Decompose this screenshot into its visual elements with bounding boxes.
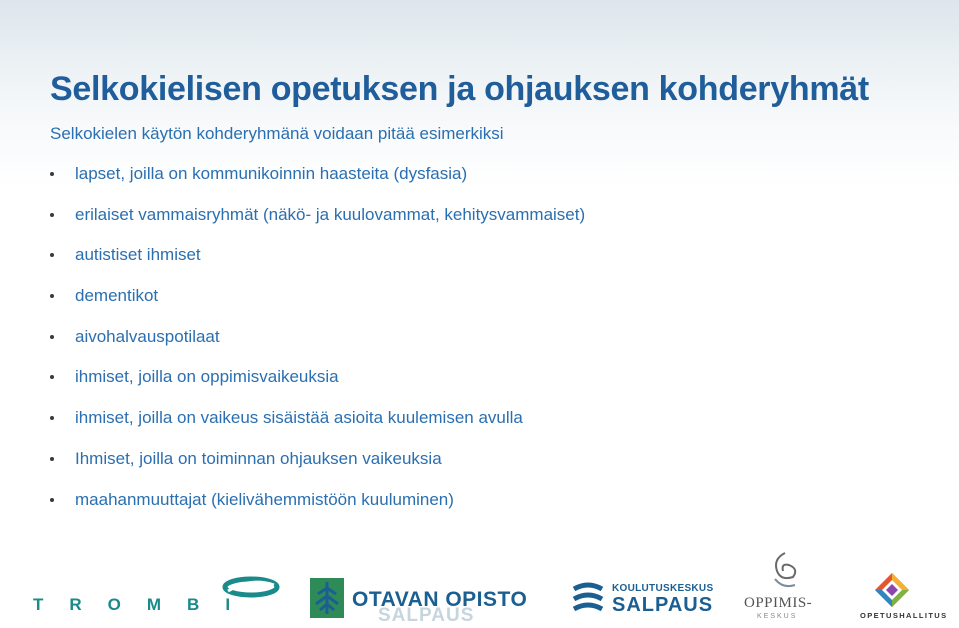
- otava-tree-icon: [310, 578, 344, 618]
- slide-intro: Selkokielen käytön kohderyhmänä voidaan pitää esimerkiksi: [50, 124, 504, 143]
- salpaus-mark-icon: [570, 581, 606, 617]
- opetushallitus-diamond-icon: [875, 573, 909, 607]
- list-item: [50, 204, 585, 245]
- list-item: [50, 244, 585, 285]
- list-item-text: autistiset ihmiset: [75, 245, 201, 265]
- bullet-icon: [50, 498, 54, 502]
- list-item: [50, 448, 585, 489]
- bullet-icon: [50, 253, 54, 257]
- list-item-text: lapset, joilla on kommunikoinnin haasteita (dysfasia): [75, 164, 468, 183]
- bullet-icon: [50, 294, 54, 298]
- list-item-text: aivohalvauspotilaat: [75, 326, 220, 346]
- list-item-text: dementikot: [75, 286, 159, 306]
- trombi-swoosh-icon: [222, 575, 280, 599]
- opetushallitus-logo-text: OPETUSHALLITUS: [860, 611, 948, 620]
- otava-logo-text: OTAVAN OPISTO: [352, 588, 528, 611]
- list-item: [50, 285, 585, 326]
- salpaus-watermark: SALPAUS: [378, 605, 475, 626]
- oppimis-swirl-icon: [763, 549, 803, 593]
- list-item: [50, 163, 585, 204]
- list-item-text: ihmiset, joilla on oppimisvaikeuksia: [75, 367, 339, 387]
- bullet-icon: [50, 416, 54, 420]
- bullet-list: [50, 163, 585, 529]
- salpaus-logo-text: SALPAUS: [612, 594, 714, 616]
- bullet-icon: [50, 213, 54, 217]
- list-item-text: maahanmuuttajat (kielivähemmistöön kuuluminen): [75, 489, 454, 509]
- salpaus-subtitle: KOULUTUSKESKUS: [612, 583, 714, 594]
- oppimis-logo-text: OPPIMIS-: [744, 595, 813, 611]
- list-item: [50, 407, 585, 448]
- list-item-text: Ihmiset, joilla on toiminnan ohjauksen vaikeuksia: [75, 448, 442, 468]
- list-item: [50, 489, 585, 530]
- slide-title: Selkokielisen opetuksen ja ohjauksen kohderyhmät: [50, 70, 869, 108]
- bullet-icon: [50, 172, 54, 176]
- oppimis-logo-subtext: KESKUS: [757, 613, 798, 620]
- logo-bar: [0, 545, 959, 628]
- list-item-text: ihmiset, joilla on vaikeus sisäistää asioita kuulemisen avulla: [75, 408, 523, 428]
- bullet-icon: [50, 457, 54, 461]
- bullet-icon: [50, 335, 54, 339]
- list-item-text: erilaiset vammaisryhmät (näkö- ja kuulovammat, kehitysvammaiset): [75, 204, 586, 224]
- trombi-logo-text: TROMBI: [33, 595, 257, 614]
- list-item: [50, 366, 585, 407]
- bullet-icon: [50, 375, 54, 379]
- list-item: [50, 326, 585, 367]
